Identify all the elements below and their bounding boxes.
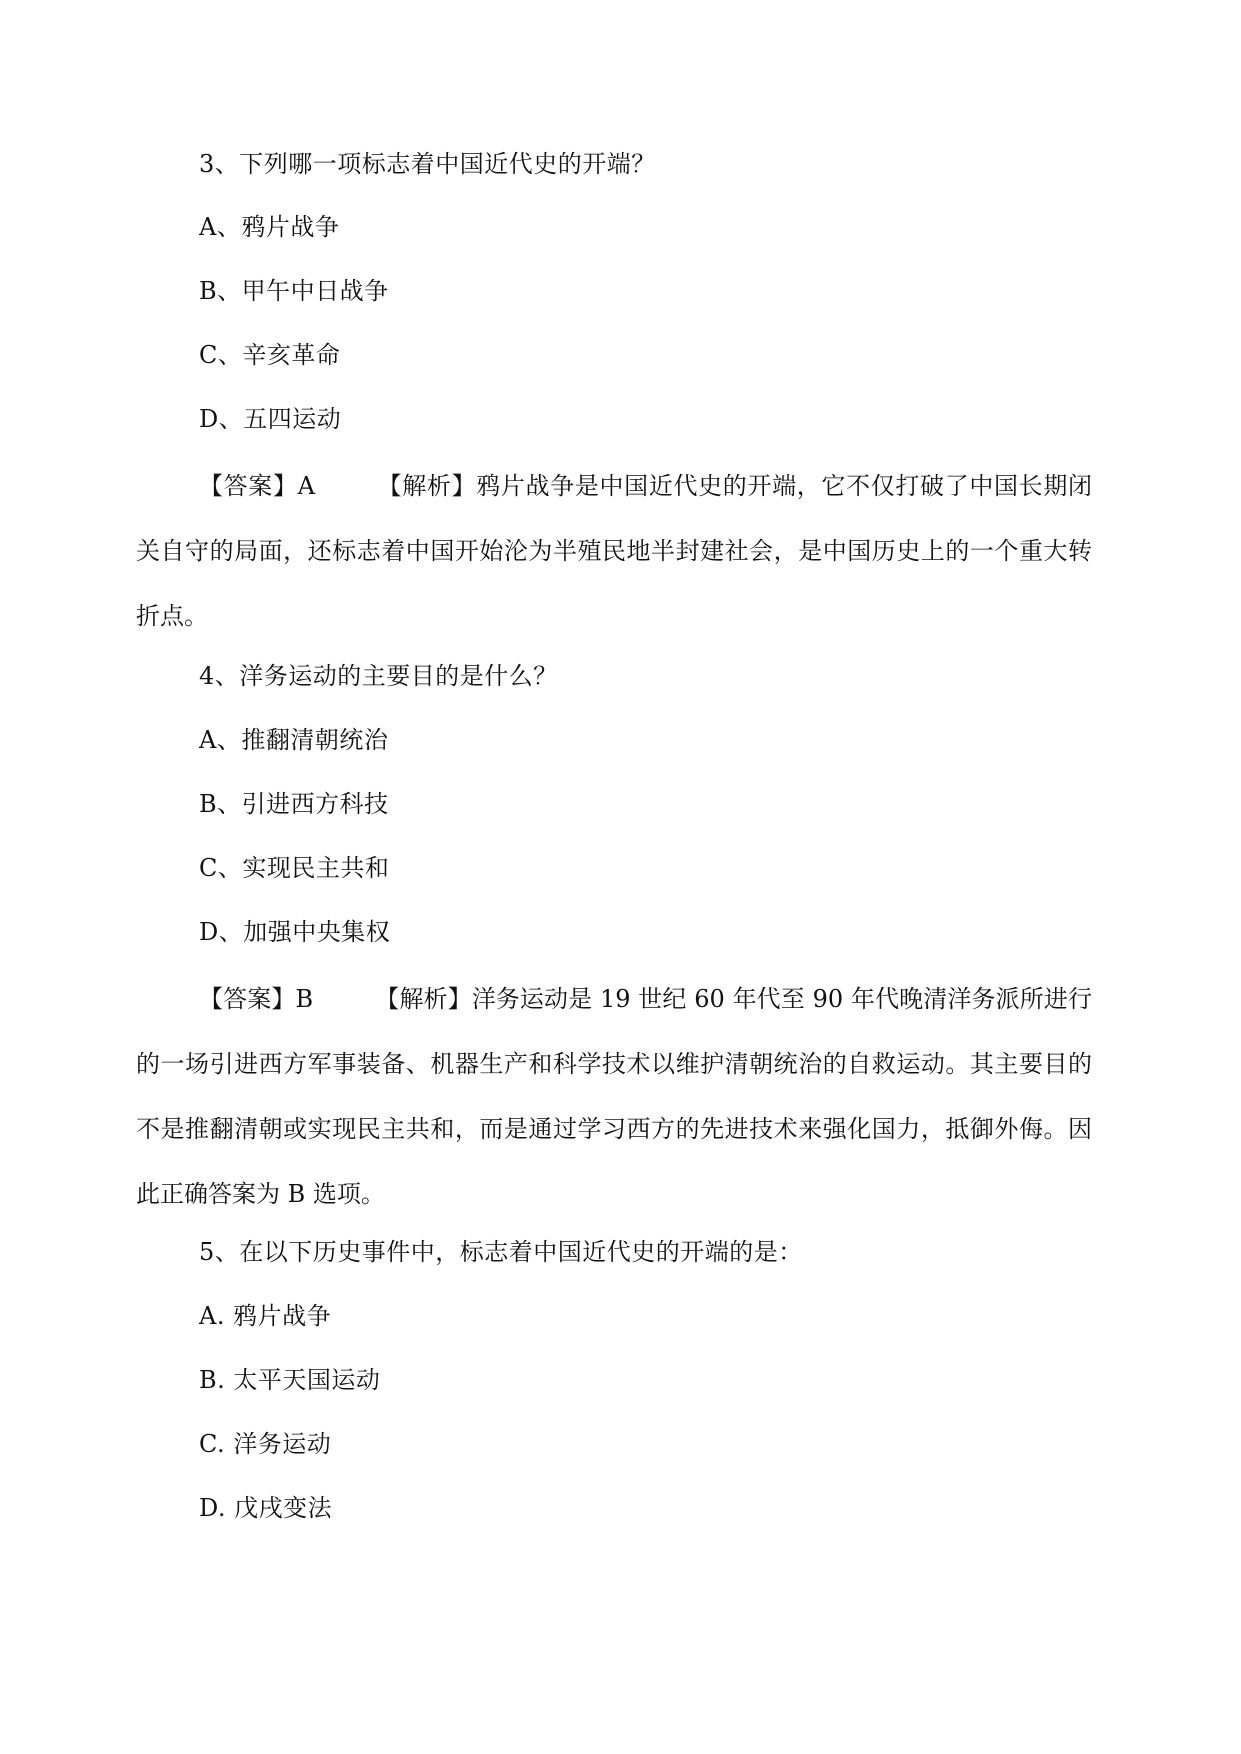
question-5-option-b: B. 太平天国运动: [199, 1366, 381, 1394]
question-5-stem: 5、在以下历史事件中，标志着中国近代史的开端的是：: [199, 1238, 803, 1266]
question-4-option-c: C、实现民主共和: [199, 854, 390, 882]
question-3-answer-block: [136, 454, 1092, 649]
question-3-option-c: C、辛亥革命: [199, 341, 341, 369]
question-4-option-d: D、加强中央集权: [199, 918, 391, 946]
question-4-option-b: B、引进西方科技: [199, 790, 389, 818]
question-4-option-a: A、推翻清朝统治: [199, 726, 389, 754]
question-3-option-b: B、甲午中日战争: [199, 277, 389, 305]
question-4-answer: 【答案】B: [199, 985, 314, 1013]
question-4-stem: 4、洋务运动的主要目的是什么？: [199, 662, 558, 690]
question-4-answer-block: [136, 967, 1092, 1227]
question-4-analysis: 【解析】洋务运动是 19 世纪 60 年代至 90 年代晚清洋务派所进行的一场引进西方军事装备、机器生产和科学技术以维护清朝统治的自救运动。其主要目的不是推翻清朝或实现民主共和，而是通过学习西方的先进技术来强化国力，抵御外侮。因此正确答案为 B 选项。: [136, 985, 1093, 1208]
question-5-option-a: A. 鸦片战争: [199, 1302, 332, 1330]
question-3-answer: 【答案】A: [199, 472, 315, 500]
question-3-option-d: D、五四运动: [199, 405, 342, 433]
question-3-option-a: A、鸦片战争: [199, 213, 340, 241]
question-3-analysis: 【解析】鸦片战争是中国近代史的开端，它不仅打破了中国长期闭关自守的局面，还标志着中国开始沦为半殖民地半封建社会，是中国历史上的一个重大转折点。: [136, 472, 1092, 630]
question-3-stem: 3、下列哪一项标志着中国近代史的开端？: [199, 150, 656, 178]
question-5-option-c: C. 洋务运动: [199, 1430, 332, 1458]
question-5-option-d: D. 戊戌变法: [199, 1494, 333, 1522]
